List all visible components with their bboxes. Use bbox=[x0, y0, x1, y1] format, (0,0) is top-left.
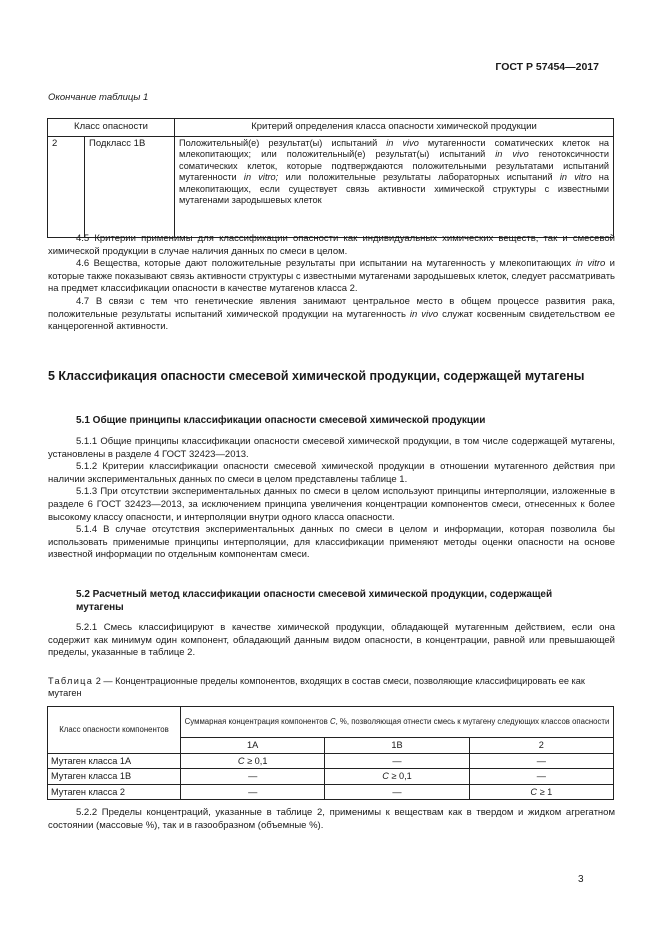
section-5-1-title: 5.1 Общие принципы классификации опасности смесевой химической продукции bbox=[76, 415, 486, 426]
table-cell: — bbox=[181, 784, 325, 800]
table-row bbox=[48, 769, 614, 785]
subclass-label: Подкласс 1B bbox=[89, 138, 146, 149]
italic-term: in vitro bbox=[559, 172, 592, 183]
table-header-row bbox=[48, 119, 614, 137]
page-number: 3 bbox=[578, 874, 584, 885]
paragraphs-end bbox=[48, 807, 615, 832]
row-class-label: Мутаген класса 1А bbox=[48, 753, 181, 769]
paragraph-4-6: 4.6 Вещества, которые дают положительные результаты при испытании на мутагенность у млекопитающих in vitro и которые также показывают связь активности структуры с известными мутагенами зародышевых клеток, следует рассматривать на предмет классификации опасности в качестве мутагенов класса 2. bbox=[48, 258, 616, 295]
header-component-class: Класс опасности компонентов bbox=[48, 707, 181, 754]
paragraphs-section4 bbox=[48, 233, 615, 334]
table-cell: С ≥ 0,1 bbox=[181, 753, 325, 769]
document-id-header: ГОСТ Р 57454—2017 bbox=[495, 61, 599, 73]
hazard-class-cell bbox=[48, 137, 175, 238]
table-row bbox=[48, 784, 614, 800]
paragraph-5-1-4: 5.1.4 В случае отсутствия экспериментальных данных по смеси в целом и информации, которая позволила бы использовать применимые принципы интерполяции, для классификации применяют методы оценки опасности на основе известной информации по отдельным компонентам смеси. bbox=[48, 524, 615, 561]
table-cell: С ≥ 0,1 bbox=[325, 769, 469, 785]
italic-term: in vivo bbox=[495, 149, 529, 160]
italic-term: in vivo bbox=[409, 308, 439, 320]
header-hazard-class: Класс опасности bbox=[48, 119, 175, 137]
variable-c: С bbox=[237, 755, 245, 766]
variable-c: С bbox=[382, 771, 389, 782]
header-concentration: Суммарная концентрация компонентов С, %, позволяющая отнести смесь к мутагену следующих классов опасности bbox=[181, 707, 614, 738]
header-criterion: Критерий определения класса опасности химической продукции bbox=[175, 119, 614, 137]
subheader-1b: 1В bbox=[325, 738, 469, 754]
classification-criteria-table bbox=[47, 118, 614, 238]
table-cell: — bbox=[325, 784, 469, 800]
italic-term: in vivo bbox=[386, 138, 419, 148]
italic-term: С bbox=[329, 717, 336, 726]
subheader-1a: 1А bbox=[181, 738, 325, 754]
paragraph-4-7: 4.7 В связи с тем что генетические явления занимают центральное место в общем процессе развития рака, положительные результаты испытаний химической продукции на мутагенность in vivo служат косвенным свидетельством ее канцерогенной активности. bbox=[48, 295, 615, 333]
row-class-label: Мутаген класса 1В bbox=[48, 769, 181, 785]
criterion-text: Положительный(е) результат(ы) испытаний in vivo мутагенности соматических клеток на млекопитающих; или положительный(е) результат(ы) испытаний in vivo генотоксичности соматических клеток, которые подтверждаются положительными результатами испытаний мутагенности in vitro; или положительные результаты лабораторных испытаний in vitro на млекопитающих, если существует связь активности химической структуры с известными мутагенами зародышевых клеток bbox=[179, 138, 610, 206]
table-header-row bbox=[48, 707, 614, 738]
table-cell: — bbox=[181, 769, 325, 785]
paragraph-4-5: 4.5 Критерии применимы для классификации опасности как индивидуальных химических веществ, так и смесевой химической продукции в случае наличия данных по смеси в целом. bbox=[48, 233, 615, 257]
table-row bbox=[48, 753, 614, 769]
table-continuation-label: Окончание таблицы 1 bbox=[48, 92, 149, 103]
italic-term: in vitro bbox=[575, 258, 606, 270]
table-cell: — bbox=[469, 769, 613, 785]
section-5-title: 5 Классификация опасности смесевой химической продукции, содержащей мутагены bbox=[48, 369, 585, 383]
criterion-cell bbox=[175, 137, 614, 238]
table-caption-label: Таблица bbox=[48, 676, 94, 686]
italic-term: in vitro; bbox=[243, 172, 279, 183]
row-class-label: Мутаген класса 2 bbox=[48, 784, 181, 800]
variable-c: С bbox=[530, 786, 538, 797]
paragraphs-section-5-2 bbox=[48, 622, 615, 660]
table-caption-text: 2 — Концентрационные пределы компонентов, входящих в состав смеси, позволяющие классифицировать ее как мутаген bbox=[48, 676, 585, 698]
subheader-2: 2 bbox=[469, 738, 613, 754]
paragraphs-section-5-1 bbox=[48, 436, 615, 562]
paragraph-5-1-1: 5.1.1 Общие принципы классификации опасности смесевой химической продукции, в том числе содержащей мутагены, установлены в разделе 4 ГОСТ 32423—2013. bbox=[48, 436, 615, 460]
table-cell: С ≥ 1 bbox=[469, 784, 613, 800]
paragraph-5-2-1: 5.2.1 Смесь классифицируют в качестве химической продукции, обладающей мутагенным действием, если она содержит как минимум один компонент, обладающий данным видом опасности, в концентрации, равной или превышающей пределы, указанные в таблице 2. bbox=[48, 622, 615, 659]
table-cell: — bbox=[469, 753, 613, 769]
paragraph-5-2-2: 5.2.2 Пределы концентраций, указанные в таблице 2, применимы к веществам как в твердом и жидком агрегатном состоянии (массовые %), так и в газообразном (объемные %). bbox=[48, 807, 615, 831]
class-number: 2 bbox=[48, 137, 85, 237]
paragraph-5-1-2: 5.1.2 Критерии классификации опасности смесевой химической продукции в отношении мутагенного действия при наличии экспериментальных данных по смеси в целом представлены таблице 1. bbox=[48, 461, 615, 485]
table-row bbox=[48, 137, 614, 238]
concentration-limits-table bbox=[47, 706, 614, 800]
paragraph-5-1-3: 5.1.3 При отсутствии экспериментальных данных по смеси в целом используют принципы интерполяции, изложенные в разделе 6 ГОСТ 32423—2013, за исключением принципа увеличения концентрации компонентов смеси, отнесенных к более высокому классу опасности, и интерполяции внутри одного класса опасности. bbox=[48, 486, 615, 523]
table-2-caption bbox=[48, 675, 615, 699]
table-cell: — bbox=[325, 753, 469, 769]
section-5-2-title: 5.2 Расчетный метод классификации опасности смесевой химической продукции, содержащей мутагены bbox=[76, 589, 553, 613]
